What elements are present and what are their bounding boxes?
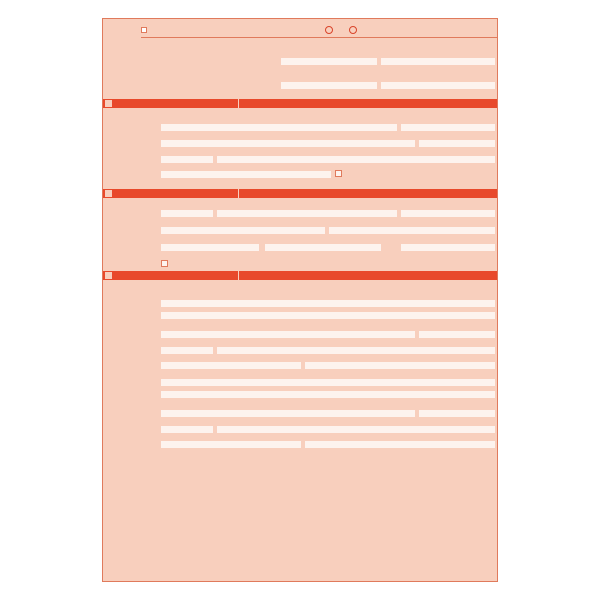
staatsangehoerigkeit-field[interactable] bbox=[161, 171, 331, 178]
section-1-number bbox=[105, 100, 112, 107]
hausnr-field[interactable] bbox=[419, 140, 495, 147]
s3-fax2-field[interactable] bbox=[305, 441, 495, 448]
fahrzeugklasse-field[interactable] bbox=[161, 210, 213, 217]
anerkannt-name-field-2[interactable] bbox=[161, 391, 495, 398]
edv-paper-checkbox[interactable] bbox=[141, 27, 147, 33]
section-3-header bbox=[103, 271, 497, 280]
anerkannt-name-field-1[interactable] bbox=[161, 379, 495, 386]
section-1-header bbox=[103, 99, 497, 108]
s1-not-available-checkbox[interactable] bbox=[335, 170, 342, 177]
s3-name-field-2[interactable] bbox=[161, 312, 495, 319]
s3-telefon2-field[interactable] bbox=[161, 441, 301, 448]
s3-hausnr2-field[interactable] bbox=[419, 410, 495, 417]
section-3-separator bbox=[238, 271, 239, 280]
section-2-separator bbox=[238, 189, 239, 198]
leergewicht-field[interactable] bbox=[265, 244, 381, 251]
geburtsdatum-field[interactable] bbox=[401, 124, 495, 131]
strasse-field[interactable] bbox=[161, 140, 415, 147]
fahrzeugmodell-field[interactable] bbox=[401, 210, 495, 217]
ort-field[interactable] bbox=[217, 156, 495, 163]
section-1-separator bbox=[238, 99, 239, 108]
s3-ort-field[interactable] bbox=[217, 347, 495, 354]
s3-plz-field[interactable] bbox=[161, 347, 213, 354]
s2-not-available-checkbox[interactable] bbox=[161, 260, 168, 267]
s3-plz2-field[interactable] bbox=[161, 426, 213, 433]
name-field[interactable] bbox=[161, 124, 397, 131]
s3-strasse2-field[interactable] bbox=[161, 410, 415, 417]
plz-field[interactable] bbox=[161, 156, 213, 163]
page-total bbox=[349, 26, 357, 34]
section-3-number bbox=[105, 272, 112, 279]
s3-name-field-1[interactable] bbox=[161, 300, 495, 307]
page-number bbox=[325, 26, 333, 34]
kfz-kennzeichen-field[interactable] bbox=[381, 82, 495, 89]
verwertungsnachweis-form bbox=[102, 18, 498, 582]
fahrzeugmarke-field[interactable] bbox=[217, 210, 397, 217]
header-divider bbox=[141, 37, 497, 38]
s3-fax-field[interactable] bbox=[305, 362, 495, 369]
datum-field[interactable] bbox=[281, 58, 377, 65]
s3-hausnr-field[interactable] bbox=[419, 331, 495, 338]
ident-nr-field[interactable] bbox=[161, 227, 325, 234]
section-2-header bbox=[103, 189, 497, 198]
erstzulassung-field[interactable] bbox=[161, 244, 259, 251]
betriebsnummer-field[interactable] bbox=[281, 82, 377, 89]
letztes-kennzeichen-field[interactable] bbox=[329, 227, 495, 234]
s3-ort2-field[interactable] bbox=[217, 426, 495, 433]
section-2-number bbox=[105, 190, 112, 197]
s3-strasse-field[interactable] bbox=[161, 331, 415, 338]
unterscheidungszeichen-field[interactable] bbox=[401, 244, 495, 251]
lfd-nr-field[interactable] bbox=[381, 58, 495, 65]
s3-telefon-field[interactable] bbox=[161, 362, 301, 369]
